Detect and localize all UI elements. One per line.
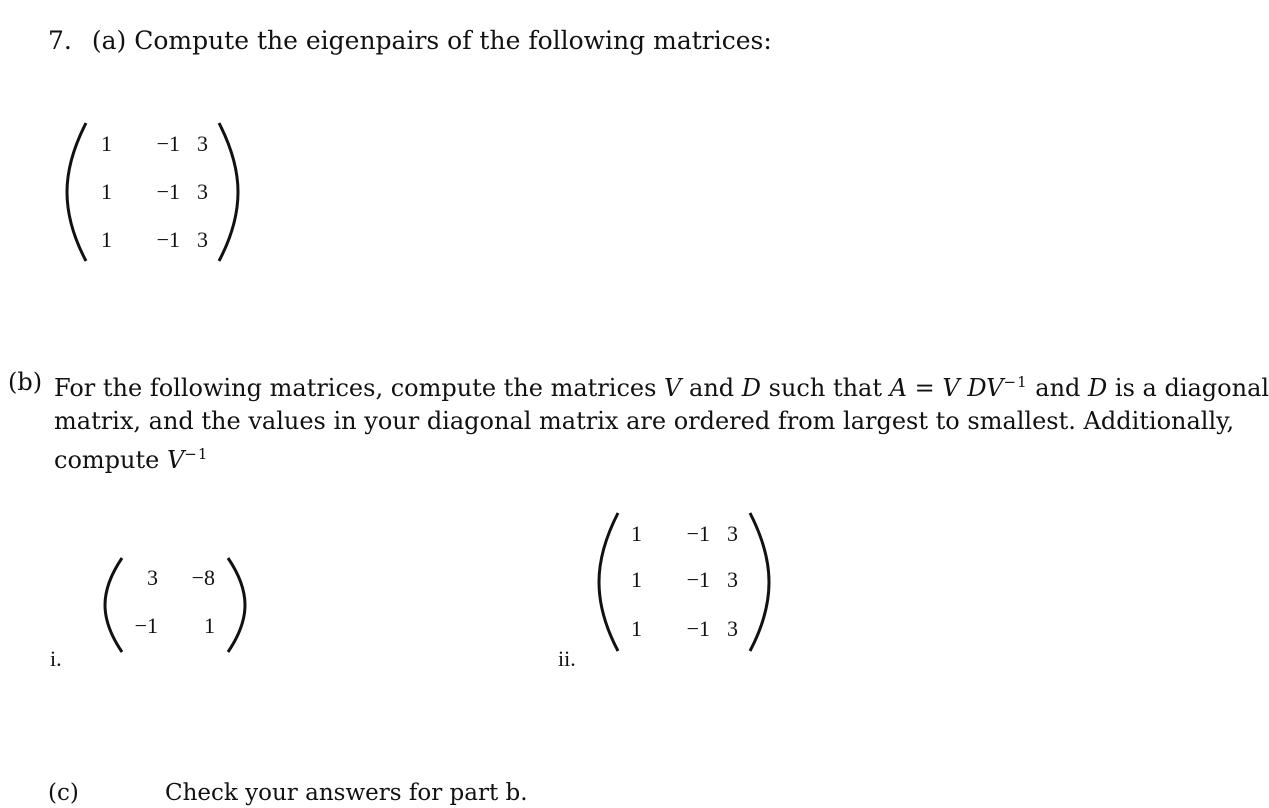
matrix-b-ii-cell: 1	[631, 521, 642, 546]
right-paren	[213, 120, 243, 265]
matrix-a-cell: 1	[101, 131, 112, 156]
sub-part-ii-label: ii.	[558, 646, 576, 671]
part-b-label: (b)	[8, 368, 43, 396]
matrix-b-ii-cell: 3	[727, 567, 738, 592]
matrix-b-ii-cell: 3	[727, 521, 738, 546]
matrix-b-i-cell: 1	[204, 613, 215, 638]
question-heading	[48, 26, 772, 55]
right-paren	[222, 555, 250, 655]
matrix-b-ii-cell: −1	[686, 521, 710, 546]
matrix-a-cell: 1	[101, 179, 112, 204]
part-b-line-1: For the following matrices, compute the matrices V and D such that A = V $DV^{-1}$ and D is a diagonal	[54, 373, 1269, 402]
part-a-text: Compute the eigenpairs of the following matrices:	[134, 26, 772, 55]
matrix-a-cell: −1	[156, 131, 180, 156]
sub-part-i-label: i.	[50, 646, 62, 671]
matrix-b-ii-cell: 1	[631, 616, 642, 641]
part-a-label: (a)	[91, 26, 127, 55]
matrix-b-i-cell: −8	[191, 565, 215, 590]
part-c-label: (c)	[48, 780, 79, 806]
matrix-b-ii-cell: −1	[686, 567, 710, 592]
matrix-a-cell: 3	[197, 179, 208, 204]
matrix-b-ii-cell: −1	[686, 616, 710, 641]
matrix-b-ii-cell: 1	[631, 567, 642, 592]
matrix-a-cell: 1	[101, 227, 112, 252]
matrix-a-cell: −1	[156, 179, 180, 204]
matrix-a-cell: −1	[156, 227, 180, 252]
right-paren	[744, 510, 774, 655]
matrix-a-cell: 3	[197, 131, 208, 156]
matrix-b-i-cell: 3	[147, 565, 158, 590]
part-b-line-2: matrix, and the values in your diagonal matrix are ordered from largest to smallest. Additionally,	[54, 407, 1235, 435]
question-number: 7.	[48, 26, 72, 55]
matrix-b-i-cell: −1	[134, 613, 158, 638]
part-b-line-3: compute $V^{-1}$	[54, 445, 209, 474]
part-c-text: Check your answers for part b.	[165, 780, 528, 806]
matrix-a-cell: 3	[197, 227, 208, 252]
matrix-b-ii-cell: 3	[727, 616, 738, 641]
